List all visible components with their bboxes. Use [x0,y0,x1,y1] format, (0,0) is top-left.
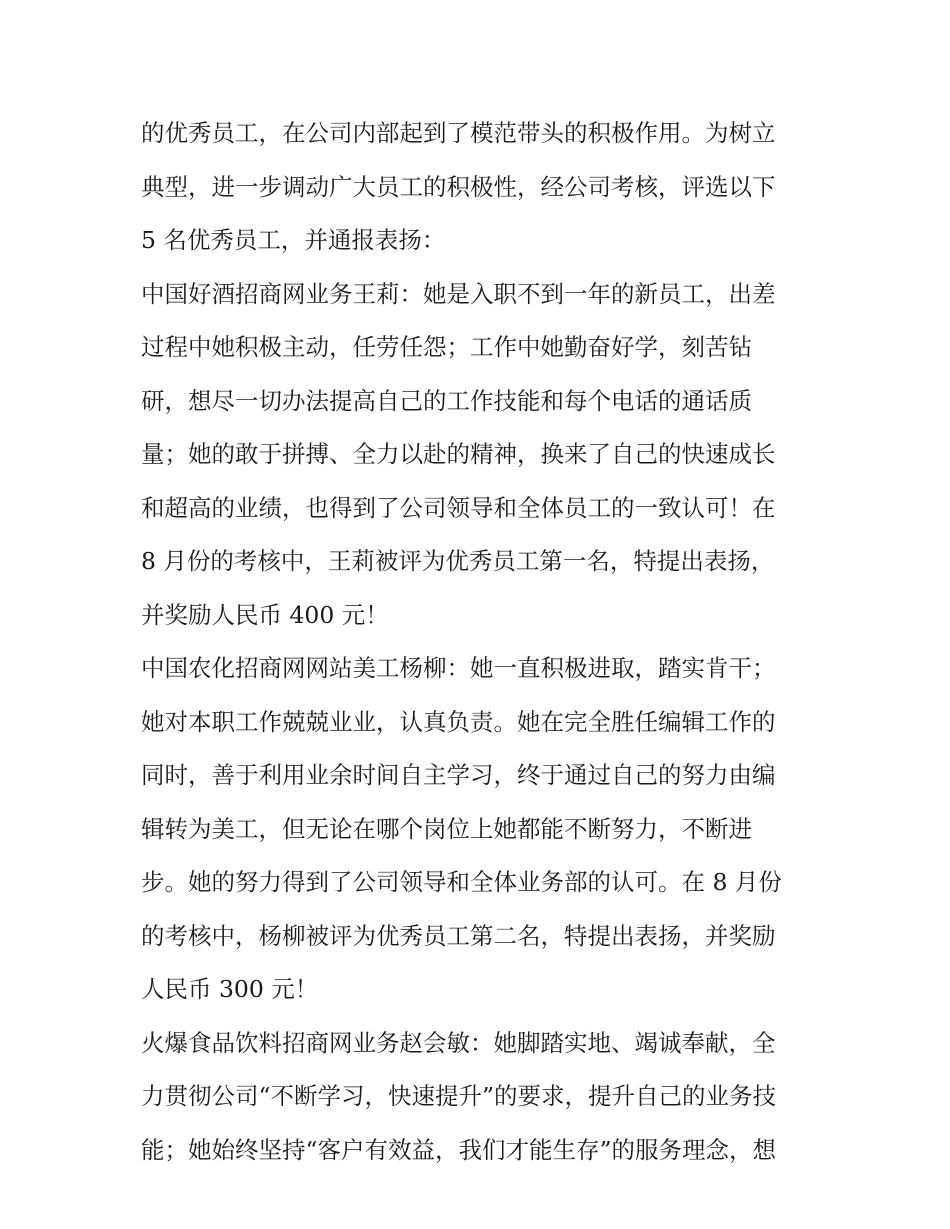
text-line: 的考核中，杨柳被评为优秀员工第二名，特提出表扬，并奖励 [141,921,776,950]
text-line: 8 月份的考核中，王莉被评为优秀员工第一名，特提出表扬， [141,547,775,575]
text-line: 研，想尽一切办法提高自己的工作技能和每个电话的通话质 [141,386,752,415]
text-line: 量；她的敢于拼搏、全力以赴的精神，换来了自己的快速成长 [141,440,776,468]
text-line: 同时，善于利用业余时间自主学习，终于通过自己的努力由编 [141,761,776,789]
text-line: 火爆食品饮料招商网业务赵会敏：她脚踏实地、竭诚奉献，全 [141,1028,776,1057]
text-line: 步。她的努力得到了公司领导和全体业务部的认可。在 8 月份 [141,868,782,896]
text-line: 她对本职工作兢兢业业，认真负责。她在完全胜任编辑工作的 [141,707,776,736]
text-line: 过程中她积极主动，任劳任怨；工作中她勤奋好学，刻苦钻 [141,333,752,361]
text-line: 中国好酒招商网业务王莉：她是入职不到一年的新员工，出差 [141,279,776,308]
text-line: 辑转为美工，但无论在哪个岗位上她都能不断努力，不断进 [141,814,752,843]
text-line: 并奖励人民币 400 元！ [141,600,389,629]
text-line: 和超高的业绩，也得到了公司领导和全体员工的一致认可！在 [141,493,776,522]
text-line: 力贯彻公司“不断学习，快速提升”的要求，提升自己的业务技 [141,1082,777,1110]
text-line: 人民币 300 元！ [141,975,319,1003]
text-line: 的优秀员工，在公司内部起到了模范带头的积极作用。为树立 [141,119,776,147]
text-line: 中国农化招商网网站美工杨柳：她一直积极进取，踏实肯干； [141,654,776,682]
text-line: 能；她始终坚持“客户有效益，我们才能生存”的服务理念，想 [141,1135,777,1164]
text-line: 典型，进一步调动广大员工的积极性，经公司考核，评选以下 [141,172,776,201]
text-line: 5 名优秀员工，并通报表扬： [141,226,446,254]
document-body [141,107,821,1177]
